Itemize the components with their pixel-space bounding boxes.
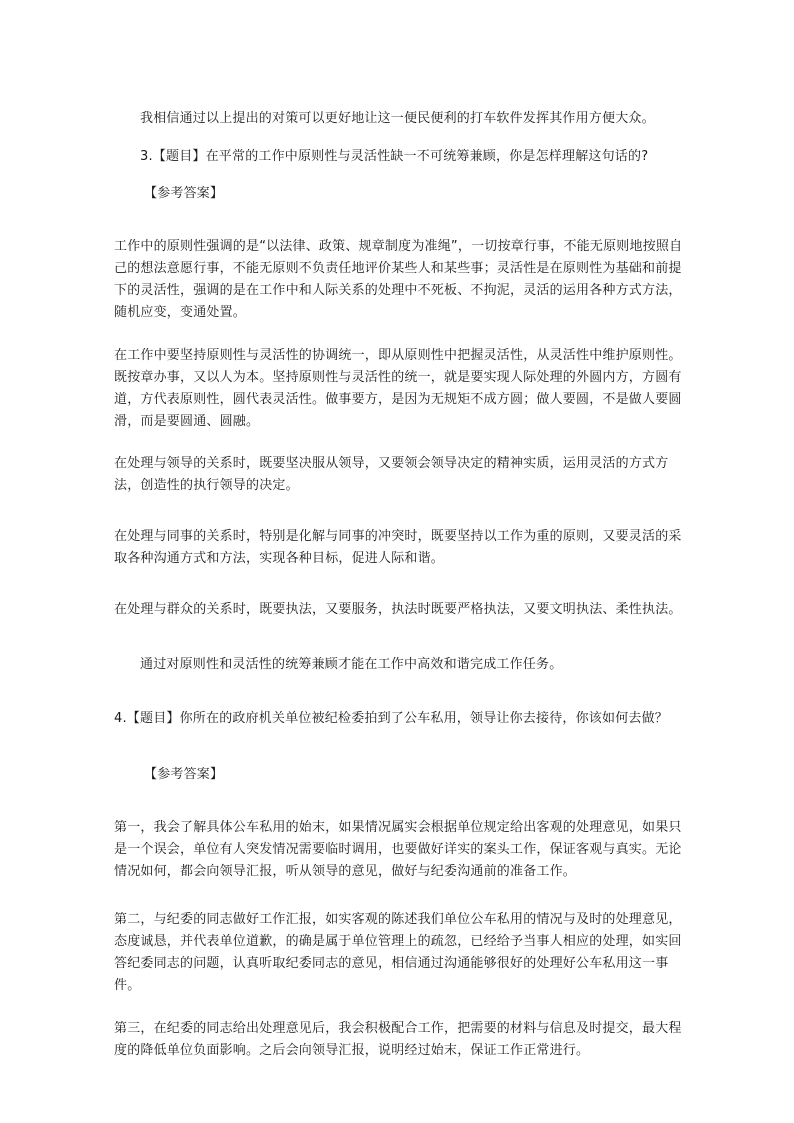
reference-answer-label: 【参考答案】 [144,767,224,782]
answer-paragraph: 第三，在纪委的同志给出处理意见后，我会积极配合工作，把需要的材料与信息及时提交，最大程度的降低单位负面影响。之后会向领导汇报，说明经过始末，保证工作正常进行。 [114,1021,682,1058]
question-4-title: 4.【题目】你所在的政府机关单位被纪检委拍到了公车私用，领导让你去接待，你该如何去做？ [114,711,669,726]
reference-answer-label: 【参考答案】 [144,186,224,201]
answer-paragraph: 工作中的原则性强调的是“以法律、政策、规章制度为准绳”，一切按章行事，不能无原则地按照自己的想法意愿行事，不能无原则不负责任地评价某些人和某些事；灵活性是在原则性为基础和前提下的灵活性，强调的是在工作中和人际关系的处理中不死板、不拘泥，灵活的运用各种方式方法，随机应变，变通处置。 [114,239,683,320]
answer-paragraph: 在处理与群众的关系时，既要执法，又要服务，执法时既要严格执法，又要文明执法、柔性执法。 [114,602,682,617]
summary-paragraph: 通过对原则性和灵活性的统筹兼顾才能在工作中高效和谐完成工作任务。 [140,657,563,672]
answer-paragraph: 在处理与同事的关系时，特别是化解与同事的冲突时，既要坚持以工作为重的原则，又要灵活的采取各种沟通方式和方法，实现各种目标，促进人际和谐。 [114,529,682,566]
conclusion-paragraph-taxi: 我相信通过以上提出的对策可以更好地让这一便民便利的打车软件发挥其作用方便大众。 [140,111,655,126]
question-3-title: 3.【题目】在平常的工作中原则性与灵活性缺一不可统筹兼顾，你是怎样理解这句话的? [140,149,649,164]
answer-paragraph: 第一，我会了解具体公车私用的始末，如果情况属实会根据单位规定给出客观的处理意见，如果只是一个误会，单位有人突发情况需要临时调用，也要做好详实的案头工作，保证客观与真实。无论情况如何，都会向领导汇报，听从领导的意见，做好与纪委沟通前的准备工作。 [114,820,682,879]
answer-paragraph: 在工作中要坚持原则性与灵活性的协调统一，即从原则性中把握灵活性，从灵活性中维护原则性。既按章办事，又以人为本。坚持原则性与灵活性的统一，就是要实现人际处理的外圆内方，方圆有道，方代表原则性，圆代表灵活性。做事要方，是因为无规矩不成方圆；做人要圆，不是做人要圆滑，而是要圆通、圆融。 [114,348,682,429]
answer-paragraph: 在处理与领导的关系时，既要坚决服从领导，又要领会领导决定的精神实质，运用灵活的方式方法，创造性的执行领导的决定。 [114,456,669,493]
answer-paragraph: 第二，与纪委的同志做好工作汇报，如实客观的陈述我们单位公车私用的情况与及时的处理意见，态度诚恳，并代表单位道歉，的确是属于单位管理上的疏忽，已经给予当事人相应的处理，如实回答纪委同志的问题，认真听取纪委同志的意见，相信通过沟通能够很好的处理好公车私用这一事件。 [114,912,682,993]
